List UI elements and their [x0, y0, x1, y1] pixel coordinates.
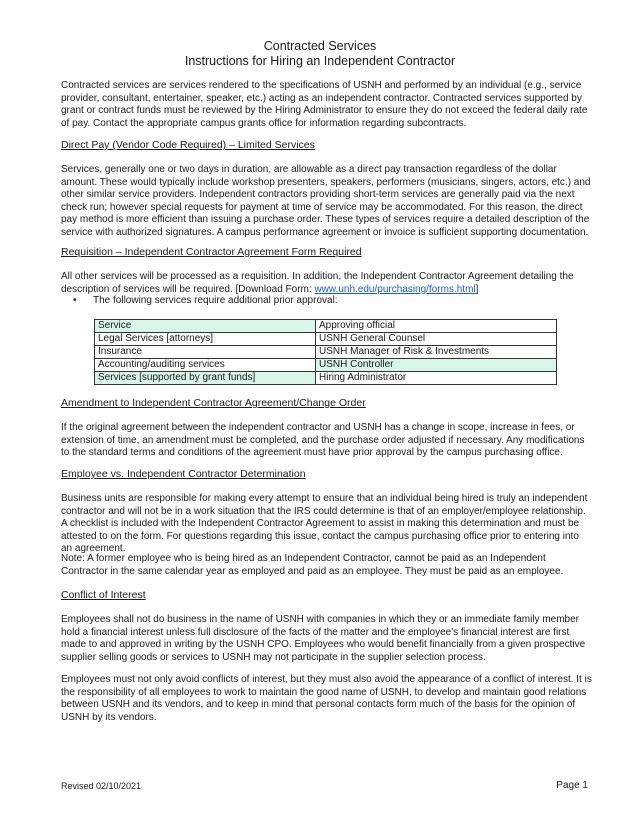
page-number: Page 1 — [556, 780, 588, 791]
table-row — [95, 346, 557, 359]
employee-determination-paragraph: Business units are responsible for making every attempt to ensure that an individual being hired is truly an independent contractor and will not be in a work situation that the IRS could determine is that of an employer/employee relationship. A checklist is included with the Independent Contractor Agreement to assist in making this determination and must be attested to on the form. For questions regarding this issue, contact the campus purchasing office prior to entering into an agreement. — [61, 493, 588, 555]
table-cell-official: USNH Manager of Risk & Investments — [316, 346, 557, 359]
table-row — [95, 359, 557, 372]
document-subtitle: Instructions for Hiring an Independent Contractor — [184, 54, 456, 68]
table-row — [95, 372, 557, 385]
document-title: Contracted Services — [263, 39, 377, 53]
requisition-heading: Requisition – Independent Contractor Agreement Form Required — [61, 246, 362, 258]
conflict-paragraph-1: Employees shall not do business in the name of USNH with companies in which they or an immediate family member hold a financial interest unless full disclosure of the facts of the matter and the employee's financial interest are first made to and approved in writing by the USNH CPO. Employees who would benefit financially from a given prospective supplier selling goods or services to USNH may not participate in the supplier selection process. — [61, 614, 586, 663]
requisition-text: All other services will be processed as a requisition. In addition, the Independent Contractor Agreement detailing the description of services will be required. [Download Form: — [61, 271, 574, 295]
requisition-text-end: ] — [475, 283, 479, 295]
intro-paragraph: Contracted services are services rendered to the specifications of USNH and performed by an individual (e.g., service provider, consultant, entertainer, speaker, etc.) acting as an independent contractor. Contracted services supported by grant or contract funds must be reviewed by the Hiring Administrator to ensure they do not exceed the federal daily rate of pay. Contact the appropriate campus grants office for information regarding subcontracts. — [61, 80, 588, 129]
amendment-heading: Amendment to Independent Contractor Agreement/Change Order — [61, 397, 366, 409]
table-cell-official: Hiring Administrator — [316, 372, 557, 385]
table-cell-service: Accounting/auditing services — [95, 359, 316, 372]
direct-pay-paragraph: Services, generally one or two days in duration, are allowable as a direct pay transaction regardless of the dollar amount. These would typically include workshop presenters, speakers, performers (musicians, singers, actors, etc.) and other similar service providers. Independent contractors providing short-term services are generally paid via the next check run; however special requests for payment at time of service may be accommodated. For this reason, the direct pay method is more efficient than issuing a purchase order. These types of services require a detailed description of the service with authorized signatures. A campus performance agreement or invoice is sufficient supporting documentation. — [61, 164, 591, 238]
approval-table — [94, 319, 557, 385]
conflict-heading: Conflict of Interest — [61, 589, 146, 601]
table-cell-service: Legal Services [attorneys] — [95, 333, 316, 346]
employee-determination-heading: Employee vs. Independent Contractor Determination — [61, 468, 306, 480]
requisition-paragraph — [61, 271, 592, 296]
download-form-link[interactable]: www.unh.edu/purchasing/forms.html — [314, 283, 476, 295]
amendment-paragraph: If the original agreement between the independent contractor and USNH has a change in scope, increase in fees, or extension of time, an amendment must be completed, and the purchase order adjusted if necessary. Any modifications to the standard terms and conditions of the agreement must have prior approval by the campus purchasing office. — [61, 422, 585, 459]
table-row — [95, 333, 557, 346]
table-header-official: Approving official — [316, 320, 557, 333]
approval-bullet-text: The following services require additional prior approval: — [93, 295, 338, 306]
table-header-service: Service — [95, 320, 316, 333]
table-cell-service: Insurance — [95, 346, 316, 359]
former-employee-note: Note: A former employee who is being hired as an Independent Contractor, cannot be paid as an Independent Contractor in the same calendar year as employed and paid as an employee. They must be paid as an employee. — [61, 553, 564, 577]
direct-pay-heading: Direct Pay (Vendor Code Required) – Limited Services — [61, 139, 315, 151]
table-header-row — [95, 320, 557, 333]
table-cell-official: USNH Controller — [316, 359, 557, 372]
table-cell-official: USNH General Counsel — [316, 333, 557, 346]
table-cell-service: Services [supported by grant funds] — [95, 372, 316, 385]
bullet-icon: • — [73, 295, 77, 306]
conflict-paragraph-2: Employees must not only avoid conflicts of interest, but they must also avoid the appearance of a conflict of interest. It is the responsibility of all employees to work to maintain the good name of USNH, to develop and maintain good relations between USNH and its vendors, and to keep in mind that personal contacts form much of the basis for the opinion of USNH by its vendors. — [61, 674, 592, 723]
revised-date: Revised 02/10/2021 — [61, 781, 142, 791]
